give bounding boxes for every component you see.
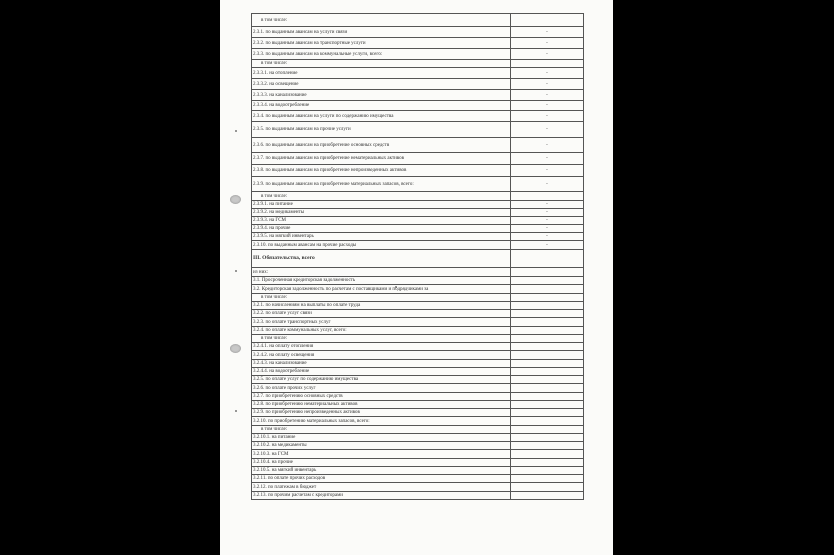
table-row xyxy=(252,401,584,409)
table-row xyxy=(252,335,584,343)
row-label: 3.2.7. по приобретению основных средств xyxy=(252,393,511,401)
table-row xyxy=(252,250,584,268)
row-label: 2.3.9.4. на прочие xyxy=(252,225,511,233)
table-row xyxy=(252,302,584,310)
scan-speck xyxy=(235,270,237,272)
row-label: 2.3.3.4. на водоотребление xyxy=(252,101,511,111)
row-label: в том числе: xyxy=(252,335,511,343)
row-value xyxy=(511,492,584,500)
row-label: 3.2.4.1. на оплату отопления xyxy=(252,343,511,351)
table-row xyxy=(252,60,584,68)
row-value xyxy=(511,475,584,483)
row-label: из них: xyxy=(252,268,511,277)
row-value xyxy=(511,401,584,409)
row-value: - xyxy=(511,165,584,177)
table-row xyxy=(252,318,584,327)
row-value xyxy=(511,376,584,384)
row-label: 3.2.10.5. на мягкий инвентарь xyxy=(252,467,511,475)
row-value xyxy=(511,409,584,417)
row-value xyxy=(511,459,584,467)
row-label: 2.3.6. по выданным авансам на приобретение основных средств xyxy=(252,138,511,153)
table-row xyxy=(252,165,584,177)
row-label: 3.2.3. по оплате транспортных услуг xyxy=(252,318,511,327)
table-row xyxy=(252,14,584,27)
table-row xyxy=(252,426,584,434)
scan-speck xyxy=(235,130,237,132)
row-label: III. Обязательства, всего xyxy=(252,250,511,268)
row-label: в том числе: xyxy=(252,60,511,68)
table-row xyxy=(252,450,584,459)
row-value xyxy=(511,327,584,335)
table-row xyxy=(252,49,584,60)
row-label: 2.3.5. по выданным авансам на прочие услуги xyxy=(252,122,511,138)
table-row xyxy=(252,475,584,483)
table-row xyxy=(252,122,584,138)
row-label: 2.3.9.2. на медикаменты xyxy=(252,209,511,217)
row-value: - xyxy=(511,241,584,250)
row-value xyxy=(511,310,584,318)
row-value: - xyxy=(511,122,584,138)
row-label: 3.2.8. по приобретению нематериальных активов xyxy=(252,401,511,409)
row-label: 3.2.4.2. на оплату освещения xyxy=(252,351,511,360)
row-value: - xyxy=(511,225,584,233)
table-row xyxy=(252,351,584,360)
row-label: 3.2.4.3. на канализование xyxy=(252,360,511,368)
row-value: - xyxy=(511,49,584,60)
row-value: - xyxy=(511,209,584,217)
table-row xyxy=(252,277,584,285)
table-row xyxy=(252,368,584,376)
table-row xyxy=(252,217,584,225)
table-row xyxy=(252,27,584,38)
row-value xyxy=(511,343,584,351)
row-label: 2.3.8. по выданным авансам на приобретение непроизведенных активов xyxy=(252,165,511,177)
table-row xyxy=(252,233,584,241)
row-label: 3.2.12. по платежам в бюджет xyxy=(252,483,511,492)
row-value xyxy=(511,384,584,393)
row-value xyxy=(511,285,584,294)
table-row xyxy=(252,268,584,277)
table-row xyxy=(252,38,584,49)
row-value: - xyxy=(511,201,584,209)
row-label: 2.3.1. по выданным авансам на услуги связи xyxy=(252,27,511,38)
table-row xyxy=(252,384,584,393)
row-value: - xyxy=(511,177,584,192)
row-label: 3.2.10.1. на питание xyxy=(252,434,511,442)
row-value xyxy=(511,450,584,459)
row-value xyxy=(511,14,584,27)
table-row xyxy=(252,417,584,426)
row-value xyxy=(511,442,584,450)
row-label: 3.2.4. по оплате коммунальных услуг, всего: xyxy=(252,327,511,335)
row-label: 2.3.9.3. на ГСМ xyxy=(252,217,511,225)
table-row xyxy=(252,79,584,90)
table-row xyxy=(252,101,584,111)
row-label: 2.3.9.5. на мягкий инвентарь xyxy=(252,233,511,241)
row-label: 2.3.3. по выданным авансам на коммунальные услуги, всего: xyxy=(252,49,511,60)
row-label: в том числе: xyxy=(252,14,511,27)
row-label: 3.2.11. по оплате прочих расходов xyxy=(252,475,511,483)
report-table xyxy=(251,13,584,500)
row-value: - xyxy=(511,138,584,153)
row-value xyxy=(511,192,584,201)
row-label: 3.2.10. по приобретению материальных запасов, всего: xyxy=(252,417,511,426)
row-label: 2.3.3.2. на освещение xyxy=(252,79,511,90)
row-value xyxy=(511,426,584,434)
table-row xyxy=(252,111,584,122)
table-row xyxy=(252,225,584,233)
row-label: 2.3.9.1. на питание xyxy=(252,201,511,209)
row-label: 3.2.6. по оплате прочих услуг xyxy=(252,384,511,393)
table-row xyxy=(252,294,584,302)
row-label: 2.3.3.3. на канализование xyxy=(252,90,511,101)
table-row xyxy=(252,68,584,79)
row-label: в том числе: xyxy=(252,426,511,434)
row-value: - xyxy=(511,217,584,225)
table-row xyxy=(252,201,584,209)
table-row xyxy=(252,376,584,384)
row-value xyxy=(511,360,584,368)
row-value: - xyxy=(511,90,584,101)
row-value xyxy=(511,294,584,302)
table-row xyxy=(252,492,584,500)
row-value: - xyxy=(511,233,584,241)
table-row xyxy=(252,177,584,192)
table-row xyxy=(252,209,584,217)
table-row xyxy=(252,153,584,165)
table-row xyxy=(252,90,584,101)
scan-speck xyxy=(235,410,237,412)
scanned-page xyxy=(220,0,613,555)
row-value xyxy=(511,368,584,376)
row-label: в том числе: xyxy=(252,192,511,201)
row-label: 3.2.1. по начислениям на выплаты по оплате труда xyxy=(252,302,511,310)
table-row xyxy=(252,327,584,335)
row-value xyxy=(511,60,584,68)
row-value xyxy=(511,268,584,277)
row-label: 3.2.10.3. на ГСМ xyxy=(252,450,511,459)
table-row xyxy=(252,360,584,368)
table-row xyxy=(252,192,584,201)
table-row xyxy=(252,285,584,294)
row-value xyxy=(511,277,584,285)
row-value xyxy=(511,351,584,360)
row-value xyxy=(511,335,584,343)
report-table-body xyxy=(252,14,584,500)
row-value: - xyxy=(511,27,584,38)
row-value: - xyxy=(511,101,584,111)
punch-hole xyxy=(230,344,241,353)
row-value xyxy=(511,302,584,310)
row-label: 2.3.3.1. на отопление xyxy=(252,68,511,79)
row-value xyxy=(511,393,584,401)
row-value: - xyxy=(511,111,584,122)
row-label: 2.3.9. по выданным авансам на приобретение материальных запасов, всего: xyxy=(252,177,511,192)
row-label: 3.1. Просроченная кредиторская задолженность xyxy=(252,277,511,285)
row-value xyxy=(511,483,584,492)
table-row xyxy=(252,241,584,250)
table-row xyxy=(252,459,584,467)
row-label: в том числе: xyxy=(252,294,511,302)
table-row xyxy=(252,138,584,153)
row-label: 3.2.13. по прочим расчетам с кредиторами xyxy=(252,492,511,500)
row-value xyxy=(511,467,584,475)
row-label: 3.2.2. по оплате услуг связи xyxy=(252,310,511,318)
row-label: 2.3.4. по выданным авансам на услуги по содержанию имущества xyxy=(252,111,511,122)
row-value xyxy=(511,250,584,268)
row-label: 3.2. Кредиторская задолженность по расчетам с поставщиками и подрядчиками за xyxy=(252,285,511,294)
row-value: - xyxy=(511,79,584,90)
table-row xyxy=(252,483,584,492)
row-label: 3.2.9. по приобретению непроизведенных активов xyxy=(252,409,511,417)
punch-hole xyxy=(230,195,241,204)
row-value: - xyxy=(511,153,584,165)
row-label: 3.2.10.4. на прочие xyxy=(252,459,511,467)
table-row xyxy=(252,343,584,351)
row-label: 2.3.7. по выданным авансам на приобретение нематериальных активов xyxy=(252,153,511,165)
row-label: 2.3.10. по выданным авансам на прочие расходы xyxy=(252,241,511,250)
table-row xyxy=(252,409,584,417)
table-row xyxy=(252,467,584,475)
row-value xyxy=(511,417,584,426)
row-label: 3.2.5. по оплате услуг по содержанию имущества xyxy=(252,376,511,384)
row-label: 3.2.10.2. на медикаменты xyxy=(252,442,511,450)
table-row xyxy=(252,442,584,450)
row-value xyxy=(511,434,584,442)
row-label: 3.2.4.4. на водоотребление xyxy=(252,368,511,376)
table-row xyxy=(252,393,584,401)
row-value xyxy=(511,318,584,327)
row-value: - xyxy=(511,38,584,49)
table-row xyxy=(252,310,584,318)
table-row xyxy=(252,434,584,442)
row-label: 2.3.2. по выданным авансам на транспортные услуги xyxy=(252,38,511,49)
row-value: - xyxy=(511,68,584,79)
